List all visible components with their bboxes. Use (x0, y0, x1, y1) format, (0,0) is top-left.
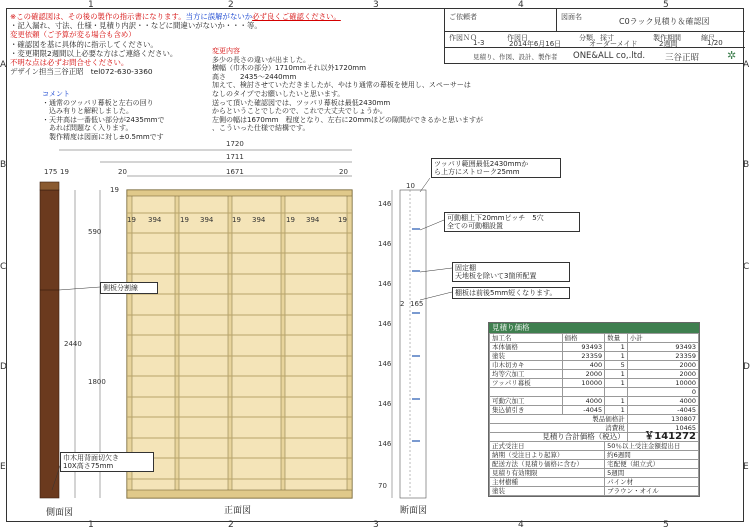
notice-line: 不明な点は必ずお問合せください。 (10, 58, 129, 68)
row-letter: E (0, 462, 6, 472)
item-price: -4045 (562, 406, 605, 415)
item-price: 10000 (562, 379, 605, 388)
notice-line: 変更依頼（ご予算が変る場合も含め） (10, 30, 136, 40)
drawing-date: 2014年6月16日 (509, 40, 562, 48)
front-column (175, 190, 179, 498)
dim-pitch: 146 (378, 400, 392, 408)
info-label: 見積り有効期限 (490, 469, 605, 478)
item-qty: 1 (605, 379, 628, 388)
designer-name: 三谷正昭 (665, 53, 700, 63)
drawing-number: 1-3 (473, 39, 485, 47)
drawing-scale: 1/20 (707, 39, 723, 47)
item-name: 塗装 (490, 352, 563, 361)
dim-spacer: 19 (127, 216, 136, 224)
info-value: ブラウン・オイル (605, 487, 699, 496)
row-letter: A (743, 60, 750, 70)
dim-19-top: 19 (110, 186, 119, 194)
item-qty (605, 388, 628, 397)
changes-line: 加えて、検討させていただきましたが、やはり通常の幕板を使用し、スペーサーは (212, 81, 471, 90)
item-subtotal: 10000 (627, 379, 698, 388)
front-column (228, 190, 232, 498)
col-number: 5 (663, 520, 669, 530)
drawing-name: C0ラック見積り＆確認図 (619, 17, 710, 26)
dim-spacer: 19 (286, 216, 295, 224)
client-label: ご依頼者 (449, 13, 477, 21)
drawing-name-label: 図面名 (561, 13, 582, 21)
callout-fixed-shelf (452, 262, 570, 282)
item-name: 可動穴加工 (490, 397, 563, 406)
info-row (490, 469, 699, 478)
col-number: 3 (373, 520, 379, 530)
item-price: 2000 (562, 370, 605, 379)
dim-1800: 1800 (88, 378, 106, 386)
item-subtotal: 4000 (627, 397, 698, 406)
changes-line: なしのタイプでお願いしたいと思います。 (212, 89, 345, 98)
no-label: 作図ＮＯ (449, 34, 477, 42)
roles-label: 見積り、作図、設計、製作者 (473, 53, 558, 61)
dim-10: 10 (406, 182, 415, 190)
callout-line: 天地板を除いて3箇所配置 (455, 272, 537, 280)
info-row (490, 460, 699, 469)
dim-pitch: 146 (378, 320, 392, 328)
item-name (490, 388, 563, 397)
notice-line: デザイン担当三谷正昭 tel072-630-3360 (10, 67, 153, 77)
dim-1711: 1711 (226, 153, 244, 161)
item-subtotal: 2000 (627, 370, 698, 379)
item-subtotal: 23359 (627, 352, 698, 361)
period-label: 製作期間 (653, 34, 681, 42)
row-letter: B (743, 160, 750, 170)
dim-pitch: 146 (378, 200, 392, 208)
table-row (490, 388, 699, 397)
col-number: 5 (663, 0, 669, 10)
item-subtotal: 2000 (627, 361, 698, 370)
row-letter: D (0, 362, 7, 372)
dim-2: 2 (400, 300, 405, 308)
order-type: オーダーメイド (589, 40, 638, 48)
item-qty: 1 (605, 343, 628, 352)
callout-baseboard-notch (60, 452, 154, 472)
info-row (490, 442, 699, 451)
item-qty: 5 (605, 361, 628, 370)
baseboard (127, 490, 352, 498)
front-frame (127, 190, 352, 498)
item-name: ツッパリ幕板 (490, 379, 563, 388)
table-row (490, 406, 699, 415)
production-period: 2週間 (659, 40, 678, 48)
section-view (400, 190, 426, 498)
callout-shelf-depth: 棚板は前後5mm短くなります。 (452, 287, 570, 299)
dim-590: 590 (88, 228, 102, 236)
item-qty: 1 (605, 397, 628, 406)
item-qty: 1 (605, 406, 628, 415)
item-name: 集込値引き (490, 406, 563, 415)
front-column (281, 190, 285, 498)
changes-line: 左側の幅は1670mm 程度となり、左右に20mmほどの隙間ができるかと思いますが (212, 115, 483, 124)
estimate-header: 数量 (605, 334, 628, 343)
dim-pitch: 146 (378, 440, 392, 448)
item-price: 23359 (562, 352, 605, 361)
callout-line: ら上方にストローク25mm (434, 168, 520, 176)
total-value: ￥141272 (627, 433, 698, 442)
notice-highlight: 必ず良くご確認ください。 (252, 12, 341, 21)
notice-highlight: 当方に誤解がないか (185, 12, 253, 21)
company-logo-icon: ✲ (727, 49, 737, 62)
type-label: 分類、採寸 (579, 34, 614, 42)
row-letter: B (0, 160, 7, 170)
table-row (490, 343, 699, 352)
changes-title: 変更内容 (212, 47, 240, 55)
changes-line: 送って頂いた確認図では、ツッパリ幕板は最低2430mm (212, 98, 391, 107)
dim-bay: 394 (200, 216, 214, 224)
info-row (490, 487, 699, 496)
row-letter: C (0, 262, 7, 272)
info-value: パイン材 (605, 478, 699, 487)
total-label: 見積り合計価格（税込） (490, 433, 628, 442)
callout-line: 10X高さ75mm (63, 462, 114, 470)
comment-line: あれば問題なく入ります。 (42, 124, 133, 133)
total-row (490, 433, 699, 442)
info-value: 宅配便（組立式） (605, 460, 699, 469)
estimate-header: 加工名 (490, 334, 563, 343)
dim-175: 175 (44, 168, 58, 176)
item-name: 巾木切カキ (490, 361, 563, 370)
table-row (490, 370, 699, 379)
subtotal-label: 製品価格計 (490, 415, 628, 424)
side-panel (40, 190, 59, 498)
dim-165: 165 (410, 300, 424, 308)
info-label: 納期（受注日より起算） (490, 451, 605, 460)
item-subtotal: 93493 (627, 343, 698, 352)
section-hole (412, 228, 420, 230)
changes-line: 高さ 2435～2440mm (212, 72, 297, 81)
item-subtotal: -4045 (627, 406, 698, 415)
callout-line: ツッパリ範囲最低2430mmか (434, 160, 529, 168)
top-board (127, 190, 352, 196)
dim-pitch: 146 (378, 360, 392, 368)
item-price (562, 388, 605, 397)
notice-line: ・確認図を基に具体的に指示してください。 (10, 39, 158, 49)
date-label: 作図日 (507, 34, 528, 42)
item-price: 93493 (562, 343, 605, 352)
callout-line: 固定棚 (455, 264, 476, 272)
section-hole (412, 440, 420, 442)
subtotal-row (490, 415, 699, 424)
subtotal-value: 130807 (627, 415, 698, 424)
item-price: 400 (562, 361, 605, 370)
item-qty: 1 (605, 370, 628, 379)
tax-value: 10465 (627, 424, 698, 433)
company-name: ONE&ALL co,.ltd. (573, 51, 646, 61)
dim-spacer: 19 (180, 216, 189, 224)
callout-movable-shelf (444, 212, 580, 232)
row-letter: E (743, 462, 749, 472)
front-view-label: 正面図 (224, 506, 252, 516)
comment-line: ・天井高は一番低い部分が2435mmで (42, 115, 165, 124)
col-number: 1 (88, 0, 94, 10)
dim-bay: 394 (148, 216, 162, 224)
callout-split-line: 側板分割線 (100, 282, 158, 294)
front-column (347, 190, 352, 498)
comment-line: ・通常のツッパリ幕板と左右の回り (42, 98, 154, 107)
callout-stroke (431, 158, 561, 178)
info-value: 50％以上受注金額提出日 (605, 442, 699, 451)
callout-line: 巾木用背面切欠き (63, 454, 119, 462)
callout-line: 可動棚上下20mmピッチ 5穴 (447, 214, 544, 222)
leader-line (59, 287, 100, 290)
callout-line: 全ての可動棚設置 (447, 222, 503, 230)
dim-70: 70 (378, 482, 387, 490)
estimate-title: 見積り価格 (489, 323, 699, 333)
section-hole (412, 398, 420, 400)
comment-line: 込み有りと解釈しました。 (42, 107, 133, 116)
dim-20-left: 20 (118, 168, 127, 176)
notice-text: ※この確認図は、その後の製作の指示書になります。 (10, 12, 186, 21)
info-label: 配送方法（見積り価格に含む） (490, 460, 605, 469)
section-hole (412, 355, 420, 357)
section-hole (412, 312, 420, 314)
dim-1671: 1671 (226, 168, 244, 176)
estimate-header-row (490, 334, 699, 343)
info-row (490, 478, 699, 487)
side-panel-top (40, 182, 59, 190)
col-number: 2 (228, 520, 234, 530)
dim-spacer: 19 (338, 216, 347, 224)
dim-19: 19 (60, 168, 69, 176)
section-view-label: 断面図 (400, 506, 428, 516)
row-letter: A (0, 60, 7, 70)
estimate-table (489, 333, 699, 496)
table-row (490, 379, 699, 388)
dim-20-right: 20 (339, 168, 348, 176)
table-row (490, 397, 699, 406)
dim-pitch: 146 (378, 280, 392, 288)
col-number: 3 (373, 0, 379, 10)
item-name: 本体価格 (490, 343, 563, 352)
changes-line: からということでしたので、これで大丈夫でしょうか。 (212, 107, 387, 116)
table-row (490, 361, 699, 370)
dim-1720: 1720 (226, 140, 244, 148)
estimate-header: 価格 (562, 334, 605, 343)
info-label: 正式受注日 (490, 442, 605, 451)
col-number: 4 (518, 0, 524, 10)
section-hole (412, 270, 420, 272)
scale-label: 縮尺 (701, 34, 715, 42)
changes-line: 多少の長さの違いが出ました。 (212, 55, 310, 64)
dim-bay: 394 (306, 216, 320, 224)
dim-bay: 394 (252, 216, 266, 224)
dim-spacer: 19 (232, 216, 241, 224)
notice-line: ・変更期限2週間以上必要な方はご連絡ください。 (10, 48, 178, 58)
item-price: 4000 (562, 397, 605, 406)
estimate-header: 小計 (627, 334, 698, 343)
dim-pitch: 146 (378, 240, 392, 248)
table-row (490, 352, 699, 361)
col-number: 1 (88, 520, 94, 530)
estimate-panel (488, 322, 700, 497)
info-row (490, 451, 699, 460)
col-number: 2 (228, 0, 234, 10)
changes-line: 横幅（巾木の部分）1710mmそれ以外1720mm (212, 64, 366, 73)
dim-2440: 2440 (64, 340, 82, 348)
info-label: 塗装 (490, 487, 605, 496)
info-label: 主材樹種 (490, 478, 605, 487)
comment-line: 製作精度は図面に対し±0.5mmです (42, 132, 164, 141)
side-view-label: 側面図 (46, 508, 74, 518)
info-value: 約6週間 (605, 451, 699, 460)
item-subtotal: 0 (627, 388, 698, 397)
row-letter: C (743, 262, 750, 272)
item-qty: 1 (605, 352, 628, 361)
info-value: 5週間 (605, 469, 699, 478)
comment-title: コメント (42, 90, 70, 98)
tax-label: 消費税 (490, 424, 628, 433)
row-letter: D (743, 362, 750, 372)
notice-line: ・記入漏れ、寸法、仕様・見積り内訳・・などに間違いがないか・・・等。 (10, 21, 262, 31)
item-name: 均等穴加工 (490, 370, 563, 379)
changes-line: 、こういった仕様で結構です。 (212, 124, 310, 133)
col-number: 4 (518, 520, 524, 530)
